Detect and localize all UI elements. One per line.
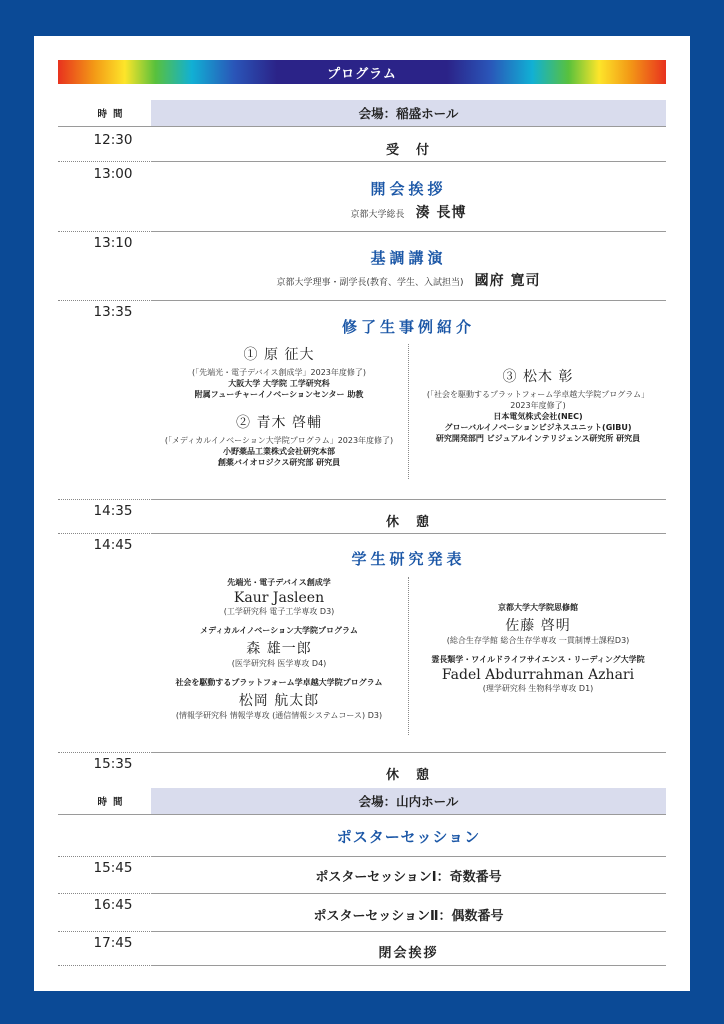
time-1230: 12:30 xyxy=(93,132,133,148)
student5-affil: (理学研究科 生物科学専攻 D1) xyxy=(482,684,594,693)
divider xyxy=(151,499,666,500)
student2-affil: (医学研究科 医学専攻 D4) xyxy=(231,659,327,668)
opening-speaker xyxy=(151,202,666,222)
divider xyxy=(151,814,666,815)
column-divider xyxy=(408,344,409,479)
time-header: 時間 xyxy=(97,797,129,808)
time-1545: 15:45 xyxy=(93,860,133,876)
students-right-column xyxy=(410,602,666,694)
keynote-role: 京都大学理事・副学長(教育、学生、入試担当) xyxy=(276,278,464,288)
column-divider xyxy=(408,577,409,735)
student1-name: Kaur Jasleen xyxy=(233,590,325,606)
student4-program: 京都大学大学院思修館 xyxy=(498,603,578,612)
venue-header: 会場：稲盛ホール xyxy=(151,100,666,126)
student2-program: メディカルイノベーション大学院プログラム xyxy=(200,626,358,635)
student4-affil: (総合生存学館 総合生存学専攻 一貫制博士課程D3) xyxy=(446,636,630,645)
student3-name: 松岡 航太郎 xyxy=(238,693,320,709)
divider xyxy=(151,931,666,932)
poster2-title: ポスターセッションⅡ：偶数番号 xyxy=(313,909,504,924)
time-1535: 15:35 xyxy=(93,756,133,772)
divider xyxy=(151,300,666,301)
closing-title: 閉会挨拶 xyxy=(378,946,439,961)
divider xyxy=(151,752,666,753)
case3-program: 2023年度修了) xyxy=(510,401,566,410)
student4-name: 佐藤 啓明 xyxy=(505,618,571,634)
student1-program: 先端光・電子デバイス創成学 xyxy=(227,578,331,587)
case2-name: ② 青木 啓輔 xyxy=(236,415,322,431)
student3-affil: (情報学研究科 情報学専攻 (通信情報システムコース) D3) xyxy=(175,711,383,720)
banner-title: プログラム xyxy=(327,66,397,82)
divider xyxy=(151,161,666,162)
students-title: 学生研究発表 xyxy=(351,550,466,568)
student2-name: 森 雄一郎 xyxy=(246,641,312,657)
case3-name: ③ 松木 彰 xyxy=(502,369,574,385)
student5-name: Fadel Abdurrahman Azhari xyxy=(441,667,635,683)
divider xyxy=(151,533,666,534)
student5-program: 霊長類学・ワイルドライフサイエンス・リーディング大学院 xyxy=(431,655,645,664)
poster-title: ポスターセッション xyxy=(336,828,481,846)
opening-title: 開会挨拶 xyxy=(370,180,447,198)
break2-title: 休 憩 xyxy=(385,768,431,783)
divider xyxy=(151,856,666,857)
divider xyxy=(151,126,666,127)
time-header: 時間 xyxy=(97,109,129,120)
reception-title: 受 付 xyxy=(385,143,431,158)
divider xyxy=(151,893,666,894)
students-left-column xyxy=(151,577,407,721)
poster1-title: ポスターセッションⅠ：奇数番号 xyxy=(315,870,502,885)
student1-affil: (工学研究科 電子工学専攻 D3) xyxy=(223,607,335,616)
student3-program: 社会を駆動するプラットフォーム学卓越大学院プログラム xyxy=(175,678,383,687)
divider xyxy=(151,965,666,966)
time-1745: 17:45 xyxy=(93,935,133,951)
cases-left-column xyxy=(151,344,407,468)
case1-name: ① 原 征大 xyxy=(243,347,315,363)
opening-name: 湊 長博 xyxy=(415,205,467,221)
case1-program: (「先端光・電子デバイス創成学」2023年度修了) xyxy=(191,368,367,377)
time-1300: 13:00 xyxy=(93,166,133,182)
time-1310: 13:10 xyxy=(93,235,133,251)
program-panel xyxy=(34,36,690,991)
cases-right-column xyxy=(410,366,666,444)
program-banner xyxy=(58,60,666,84)
cases-title: 修了生事例紹介 xyxy=(341,318,475,336)
case3-affil: グローバルイノベーションビジネスユニット(GIBU) xyxy=(444,423,632,432)
time-1445: 14:45 xyxy=(93,537,133,553)
time-1335: 13:35 xyxy=(93,304,133,320)
case1-affil: 附属フューチャーイノベーションセンター 助教 xyxy=(194,390,364,399)
divider xyxy=(151,231,666,232)
opening-role: 京都大学総長 xyxy=(350,210,405,220)
case3-program: (「社会を駆動するプラットフォーム学卓越大学院プログラム」 xyxy=(426,390,650,399)
keynote-speaker xyxy=(151,270,666,290)
case2-program: (「メディカルイノベーション大学院プログラム」2023年度修了) xyxy=(164,436,394,445)
break1-title: 休 憩 xyxy=(385,515,431,530)
keynote-name: 國府 寛司 xyxy=(474,273,541,289)
case3-affil: 研究開発部門 ビジュアルインテリジェンス研究所 研究員 xyxy=(435,434,641,443)
case1-affil: 大阪大学 大学院 工学研究科 xyxy=(228,379,330,388)
time-1645: 16:45 xyxy=(93,897,133,913)
keynote-title: 基調講演 xyxy=(370,249,447,267)
case2-affil: 小野薬品工業株式会社研究本部 xyxy=(223,447,335,456)
case2-affil: 創薬バイオロジクス研究部 研究員 xyxy=(217,458,341,467)
time-1435: 14:35 xyxy=(93,503,133,519)
case3-affil: 日本電気株式会社(NEC) xyxy=(493,412,583,421)
venue-header: 会場：山内ホール xyxy=(151,788,666,814)
